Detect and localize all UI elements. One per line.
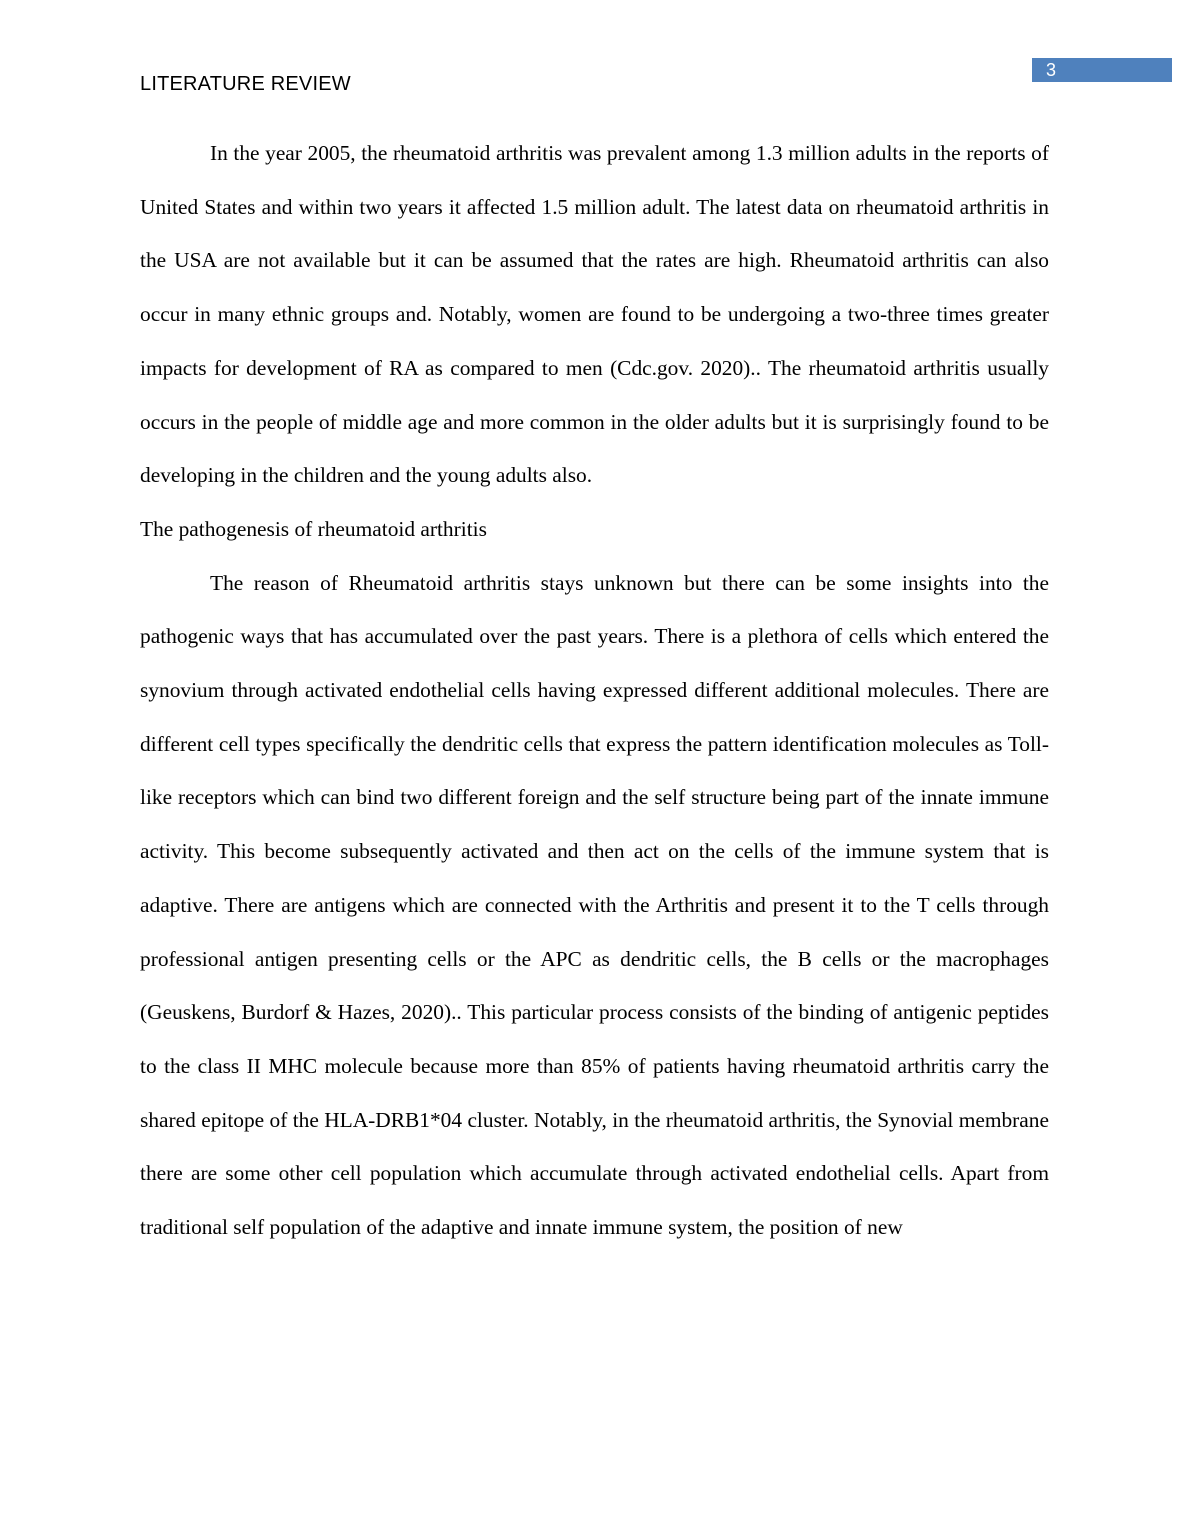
section-heading: The pathogenesis of rheumatoid arthritis bbox=[140, 516, 487, 541]
running-head: LITERATURE REVIEW bbox=[140, 73, 351, 95]
page-number: 3 bbox=[1046, 60, 1057, 80]
paragraph-pathogenesis: The reason of Rheumatoid arthritis stays unknown but there can be some insights into the pathogenic ways that has accumulated over the past years. There is a plethora of cells which entered the synovium through activated endothelial cells having expressed different additional molecules. There are different cell types specifically the dendritic cells that express the pattern identification molecules as Toll-like receptors which can bind two different foreign and the self structure being part of the innate immune activity. This become subsequently activated and then act on the cells of the immune system that is adaptive. There are antigens which are connected with the Arthritis and present it to the T cells through professional antigen presenting cells or the APC as dendritic cells, the B cells or the macrophages (Geuskens, Burdorf & Hazes, 2020).. This particular process consists of the binding of antigenic peptides to the class II MHC molecule because more than 85% of patients having rheumatoid arthritis carry the shared epitope of the HLA-DRB1*04 cluster. Notably, in the rheumatoid arthritis, the Synovial membrane there are some other cell population which accumulate through activated endothelial cells. Apart from traditional self population of the adaptive and innate immune system, the position of new bbox=[140, 570, 1049, 1240]
page-number-box bbox=[1032, 58, 1172, 82]
paragraph-prevalence: In the year 2005, the rheumatoid arthritis was prevalent among 1.3 million adults in the reports of United States and within two years it affected 1.5 million adult. The latest data on rheumatoid arthritis in the USA are not available but it can be assumed that the rates are high. Rheumatoid arthritis can also occur in many ethnic groups and. Notably, women are found to be undergoing a two-three times greater impacts for development of RA as compared to men (Cdc.gov. 2020).. The rheumatoid arthritis usually occurs in the people of middle age and more common in the older adults but it is surprisingly found to be developing in the children and the young adults also. bbox=[140, 141, 1049, 488]
document-body bbox=[140, 127, 1049, 1255]
